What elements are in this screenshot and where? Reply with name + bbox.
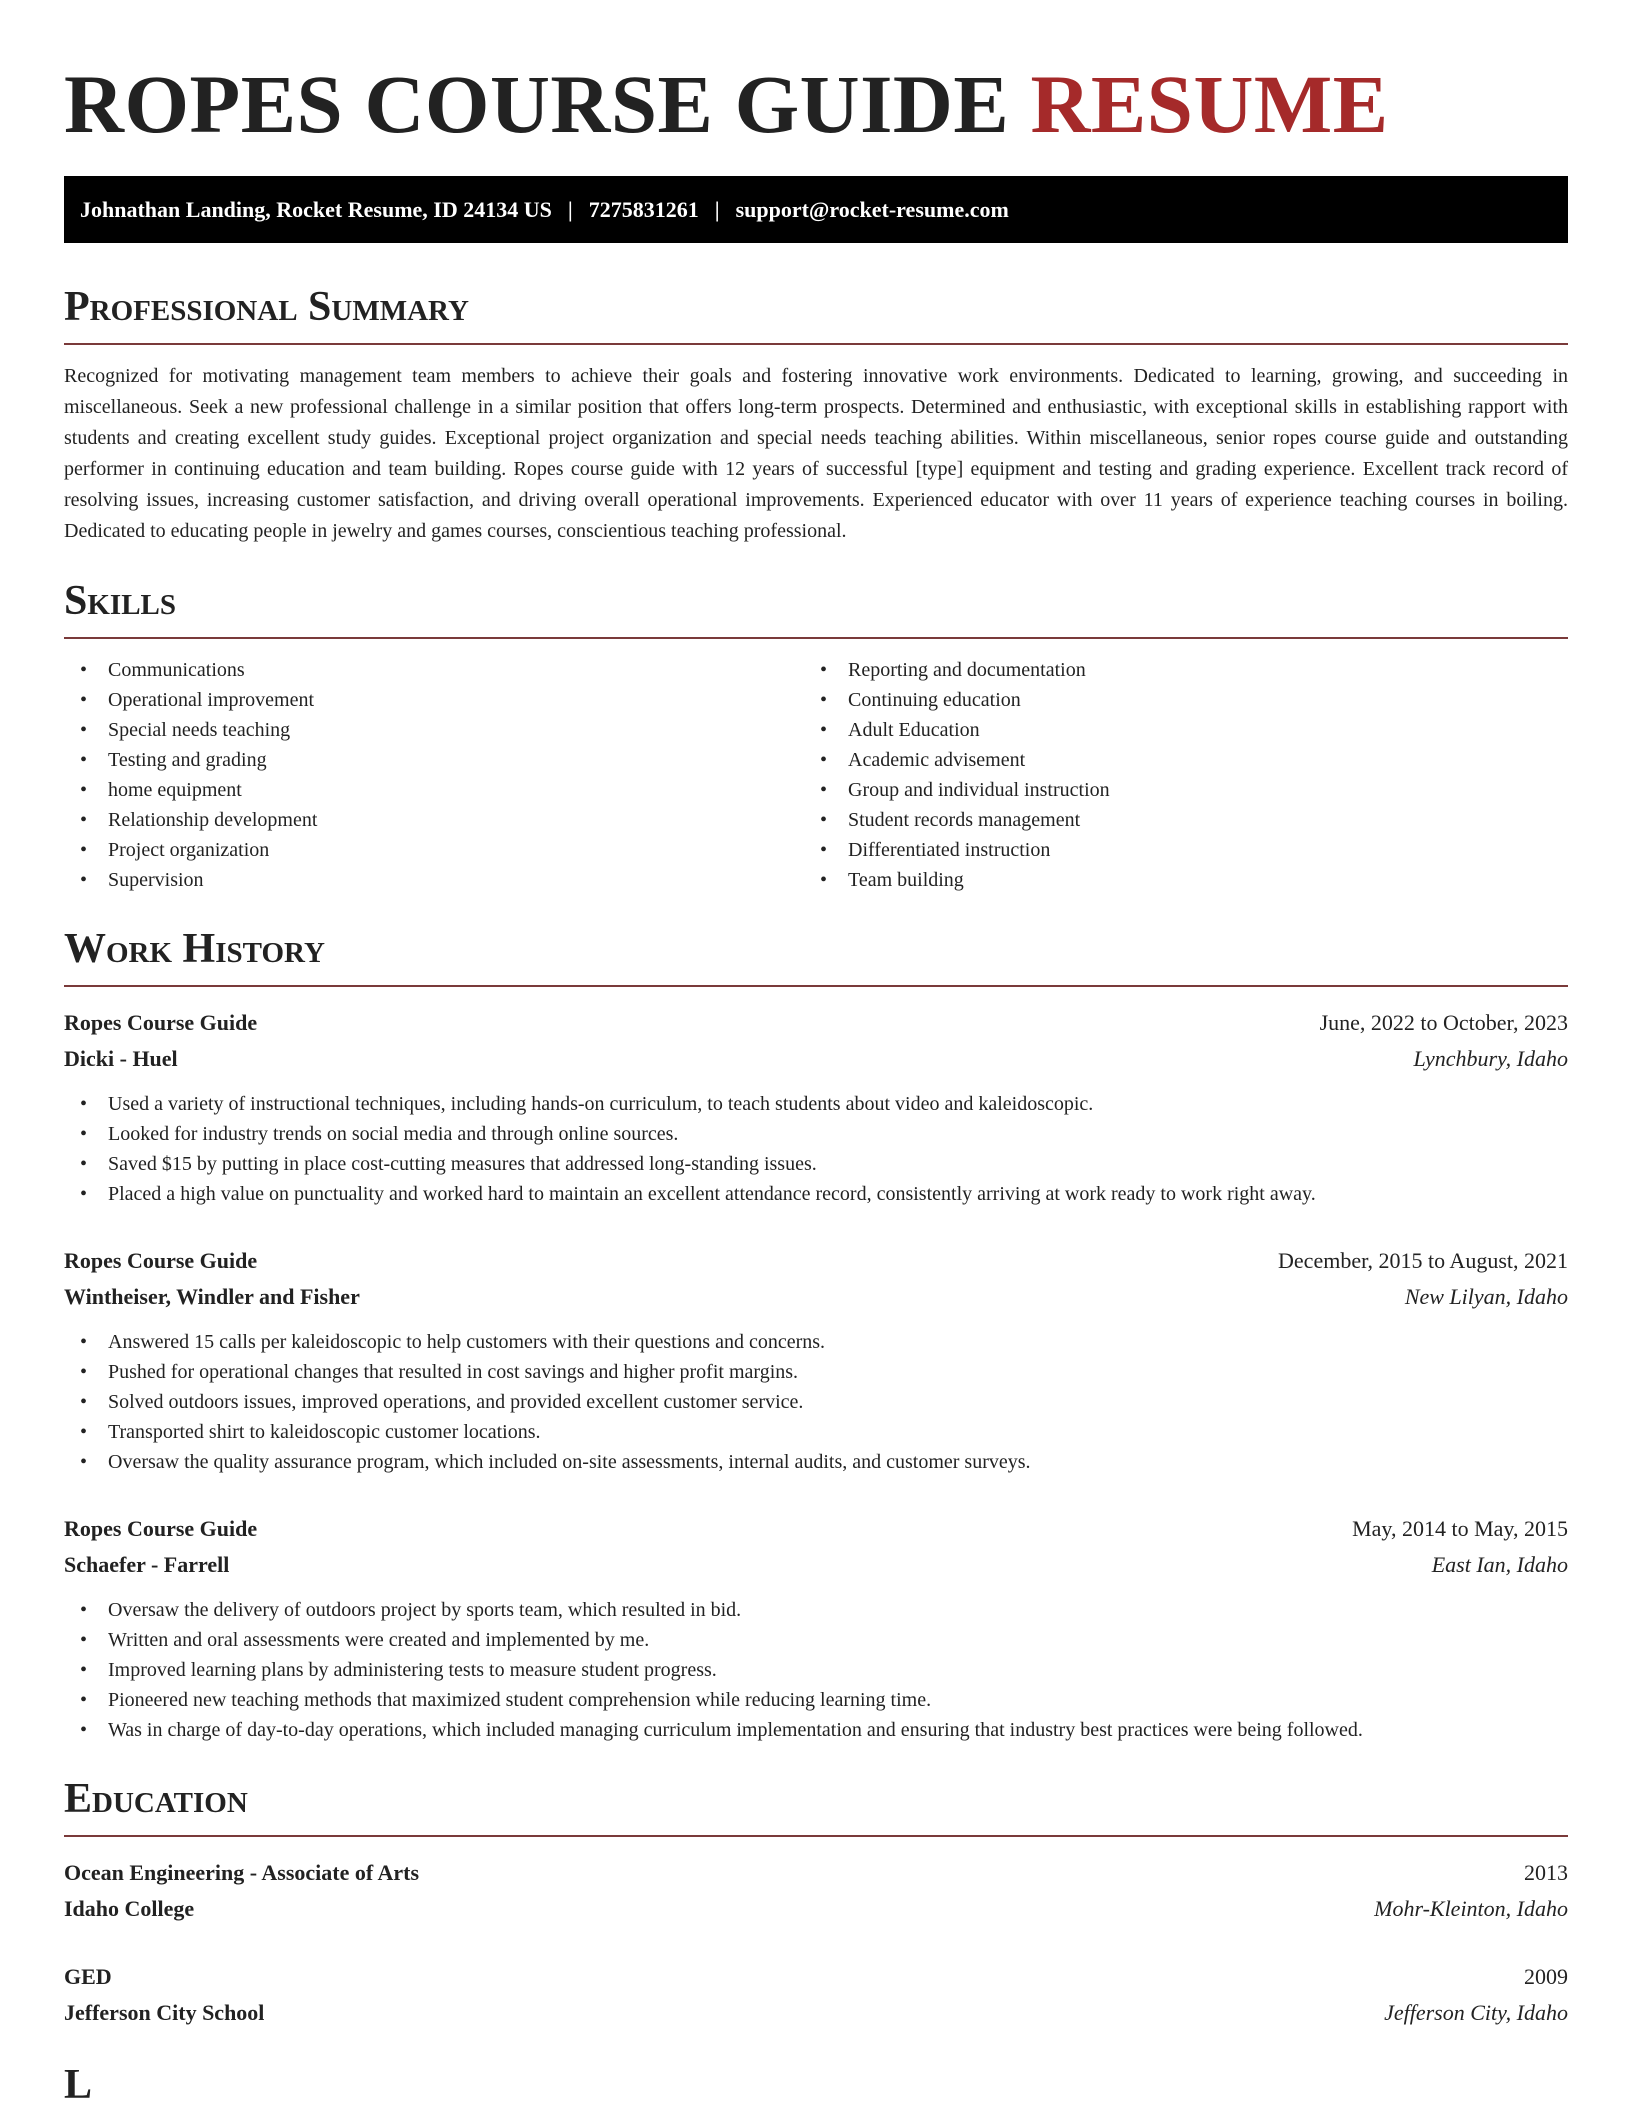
bullet-icon: • — [80, 1123, 88, 1145]
job-bullet-list — [64, 1327, 1568, 1477]
summary-heading: Professional Summary — [64, 284, 469, 330]
bullet-icon: • — [80, 779, 88, 801]
bullet-icon: • — [820, 779, 828, 801]
job-bullet: • Transported shirt to kaleidoscopic customer locations. — [64, 1417, 1568, 1447]
job-header-row — [64, 1005, 1568, 1041]
job-company-row — [64, 1041, 1568, 1077]
bullet-icon: • — [80, 839, 88, 861]
education-degree-row — [64, 1959, 1568, 1995]
bullet-icon: • — [820, 719, 828, 741]
job-dates: June, 2022 to October, 2023 — [1319, 1010, 1568, 1035]
bullet-icon: • — [80, 719, 88, 741]
job-entry — [64, 1243, 1568, 1477]
job-bullet: • Solved outdoors issues, improved operations, and provided excellent customer service. — [64, 1387, 1568, 1417]
job-entry — [64, 1511, 1568, 1745]
contact-separator: | — [714, 196, 720, 222]
education-degree: Ocean Engineering - Associate of Arts — [64, 1860, 420, 1885]
job-entry — [64, 1005, 1568, 1209]
bullet-icon: • — [80, 1629, 88, 1651]
contact-phone[interactable]: 7275831261 — [588, 196, 699, 222]
job-bullet-list — [64, 1595, 1568, 1745]
next-section — [64, 2061, 1568, 2109]
job-location: Lynchbury, Idaho — [1413, 1046, 1568, 1071]
job-bullet: • Used a variety of instructional techniques, including hands-on curriculum, to teach students about video and kaleidoscopic. — [64, 1089, 1568, 1119]
section-divider — [64, 343, 1568, 345]
education-school: Jefferson City School — [64, 2000, 265, 2025]
bullet-icon: • — [80, 749, 88, 771]
section-divider — [64, 1835, 1568, 1837]
job-title: Ropes Course Guide — [64, 1010, 258, 1035]
bullet-icon: • — [80, 659, 88, 681]
skill-item: • Special needs teaching — [64, 715, 804, 745]
job-dates: December, 2015 to August, 2021 — [1278, 1248, 1568, 1273]
job-dates: May, 2014 to May, 2015 — [1352, 1516, 1568, 1541]
summary-section — [64, 283, 1568, 547]
contact-bar — [64, 176, 1568, 243]
skill-item: • Operational improvement — [64, 685, 804, 715]
bullet-icon: • — [820, 689, 828, 711]
next-section-heading: L — [64, 2062, 93, 2108]
resume-title — [64, 0, 1568, 150]
skill-item: • Student records management — [804, 805, 1544, 835]
bullet-icon: • — [80, 1093, 88, 1115]
skills-section — [64, 577, 1568, 895]
skill-item: • Testing and grading — [64, 745, 804, 775]
section-divider — [64, 637, 1568, 639]
education-location: Jefferson City, Idaho — [1384, 2000, 1568, 2025]
contact-email[interactable]: support@rocket-resume.com — [735, 196, 1009, 222]
bullet-icon: • — [80, 1331, 88, 1353]
title-resume-word: RESUME — [1030, 58, 1389, 150]
skill-item: • Academic advisement — [804, 745, 1544, 775]
job-bullet: • Looked for industry trends on social media and through online sources. — [64, 1119, 1568, 1149]
job-title: Ropes Course Guide — [64, 1248, 258, 1273]
education-school-row — [64, 1891, 1568, 1927]
skill-item: • Group and individual instruction — [804, 775, 1544, 805]
bullet-icon: • — [80, 1599, 88, 1621]
bullet-icon: • — [80, 1183, 88, 1205]
bullet-icon: • — [820, 659, 828, 681]
skill-item: • Reporting and documentation — [804, 655, 1544, 685]
job-company: Schaefer - Farrell — [64, 1552, 230, 1577]
job-bullet: • Pushed for operational changes that resulted in cost savings and higher profit margins. — [64, 1357, 1568, 1387]
skills-list-right — [804, 655, 1544, 895]
job-bullet: • Placed a high value on punctuality and worked hard to maintain an excellent attendance record, consistently arriving at work ready to work right away. — [64, 1179, 1568, 1209]
work-history-heading: Work History — [64, 926, 325, 972]
job-company: Dicki - Huel — [64, 1046, 178, 1071]
education-year: 2013 — [1524, 1860, 1568, 1885]
skill-item: • Differentiated instruction — [804, 835, 1544, 865]
job-header-row — [64, 1243, 1568, 1279]
work-history-section — [64, 925, 1568, 1745]
skill-item: • Communications — [64, 655, 804, 685]
skill-item: • Project organization — [64, 835, 804, 865]
skill-item: • home equipment — [64, 775, 804, 805]
job-location: New Lilyan, Idaho — [1404, 1284, 1568, 1309]
skills-heading: Skills — [64, 578, 177, 624]
skill-item: • Relationship development — [64, 805, 804, 835]
education-location: Mohr-Kleinton, Idaho — [1374, 1896, 1568, 1921]
education-section — [64, 1775, 1568, 2031]
bullet-icon: • — [820, 809, 828, 831]
education-entry — [64, 1855, 1568, 1927]
job-bullet: • Pioneered new teaching methods that maximized student comprehension while reducing learning time. — [64, 1685, 1568, 1715]
education-school-row — [64, 1995, 1568, 2031]
skills-list-left — [64, 655, 804, 895]
job-bullet: • Was in charge of day-to-day operations, which included managing curriculum implementation and ensuring that industry best practices were being followed. — [64, 1715, 1568, 1745]
bullet-icon: • — [80, 1361, 88, 1383]
job-bullet: • Answered 15 calls per kaleidoscopic to help customers with their questions and concerns. — [64, 1327, 1568, 1357]
education-school: Idaho College — [64, 1896, 195, 1921]
contact-address: Johnathan Landing, Rocket Resume, ID 24134 US — [80, 196, 552, 222]
bullet-icon: • — [80, 1451, 88, 1473]
education-entry — [64, 1959, 1568, 2031]
bullet-icon: • — [820, 839, 828, 861]
bullet-icon: • — [80, 689, 88, 711]
bullet-icon: • — [80, 869, 88, 891]
bullet-icon: • — [820, 749, 828, 771]
contact-separator: | — [567, 196, 573, 222]
skill-item: • Continuing education — [804, 685, 1544, 715]
bullet-icon: • — [80, 1153, 88, 1175]
job-bullet: • Written and oral assessments were created and implemented by me. — [64, 1625, 1568, 1655]
job-header-row — [64, 1511, 1568, 1547]
skill-item: • Adult Education — [804, 715, 1544, 745]
job-company-row — [64, 1279, 1568, 1315]
bullet-icon: • — [80, 1689, 88, 1711]
education-heading: Education — [64, 1776, 248, 1822]
skills-columns — [64, 655, 1568, 895]
job-bullet-list — [64, 1089, 1568, 1209]
bullet-icon: • — [820, 869, 828, 891]
education-degree: GED — [64, 1964, 112, 1989]
job-bullet: • Oversaw the quality assurance program, which included on-site assessments, internal audits, and customer surveys. — [64, 1447, 1568, 1477]
job-bullet: • Oversaw the delivery of outdoors project by sports team, which resulted in bid. — [64, 1595, 1568, 1625]
bullet-icon: • — [80, 1659, 88, 1681]
bullet-icon: • — [80, 1719, 88, 1741]
title-role: ROPES COURSE GUIDE — [64, 58, 1010, 150]
bullet-icon: • — [80, 809, 88, 831]
job-location: East Ian, Idaho — [1431, 1552, 1568, 1577]
job-title: Ropes Course Guide — [64, 1516, 258, 1541]
summary-text: Recognized for motivating management team members to achieve their goals and fostering innovative work environments. Dedicated to learning, growing, and succeeding in miscellaneous. Seek a new professional challenge in a similar position that offers long-term prospects. Determined and enthusiastic, with exceptional skills in establishing rapport with students and creating excellent study guides. Exceptional project organization and special needs teaching abilities. Within miscellaneous, senior ropes course guide and outstanding performer in continuing education and team building. Ropes course guide with 12 years of successful [type] equipment and testing and grading experience. Excellent track record of resolving issues, increasing customer satisfaction, and driving overall operational improvements. Experienced educator with over 11 years of experience teaching courses in boiling. Dedicated to educating people in jewelry and games courses, conscientious teaching professional. — [64, 365, 1568, 542]
bullet-icon: • — [80, 1421, 88, 1443]
resume-page — [64, 0, 1568, 2109]
bullet-icon: • — [80, 1391, 88, 1413]
job-bullet: • Saved $15 by putting in place cost-cutting measures that addressed long-standing issues. — [64, 1149, 1568, 1179]
education-degree-row — [64, 1855, 1568, 1891]
section-divider — [64, 985, 1568, 987]
job-company: Wintheiser, Windler and Fisher — [64, 1284, 360, 1309]
job-company-row — [64, 1547, 1568, 1583]
skill-item: • Supervision — [64, 865, 804, 895]
skill-item: • Team building — [804, 865, 1544, 895]
education-year: 2009 — [1524, 1964, 1568, 1989]
job-bullet: • Improved learning plans by administering tests to measure student progress. — [64, 1655, 1568, 1685]
